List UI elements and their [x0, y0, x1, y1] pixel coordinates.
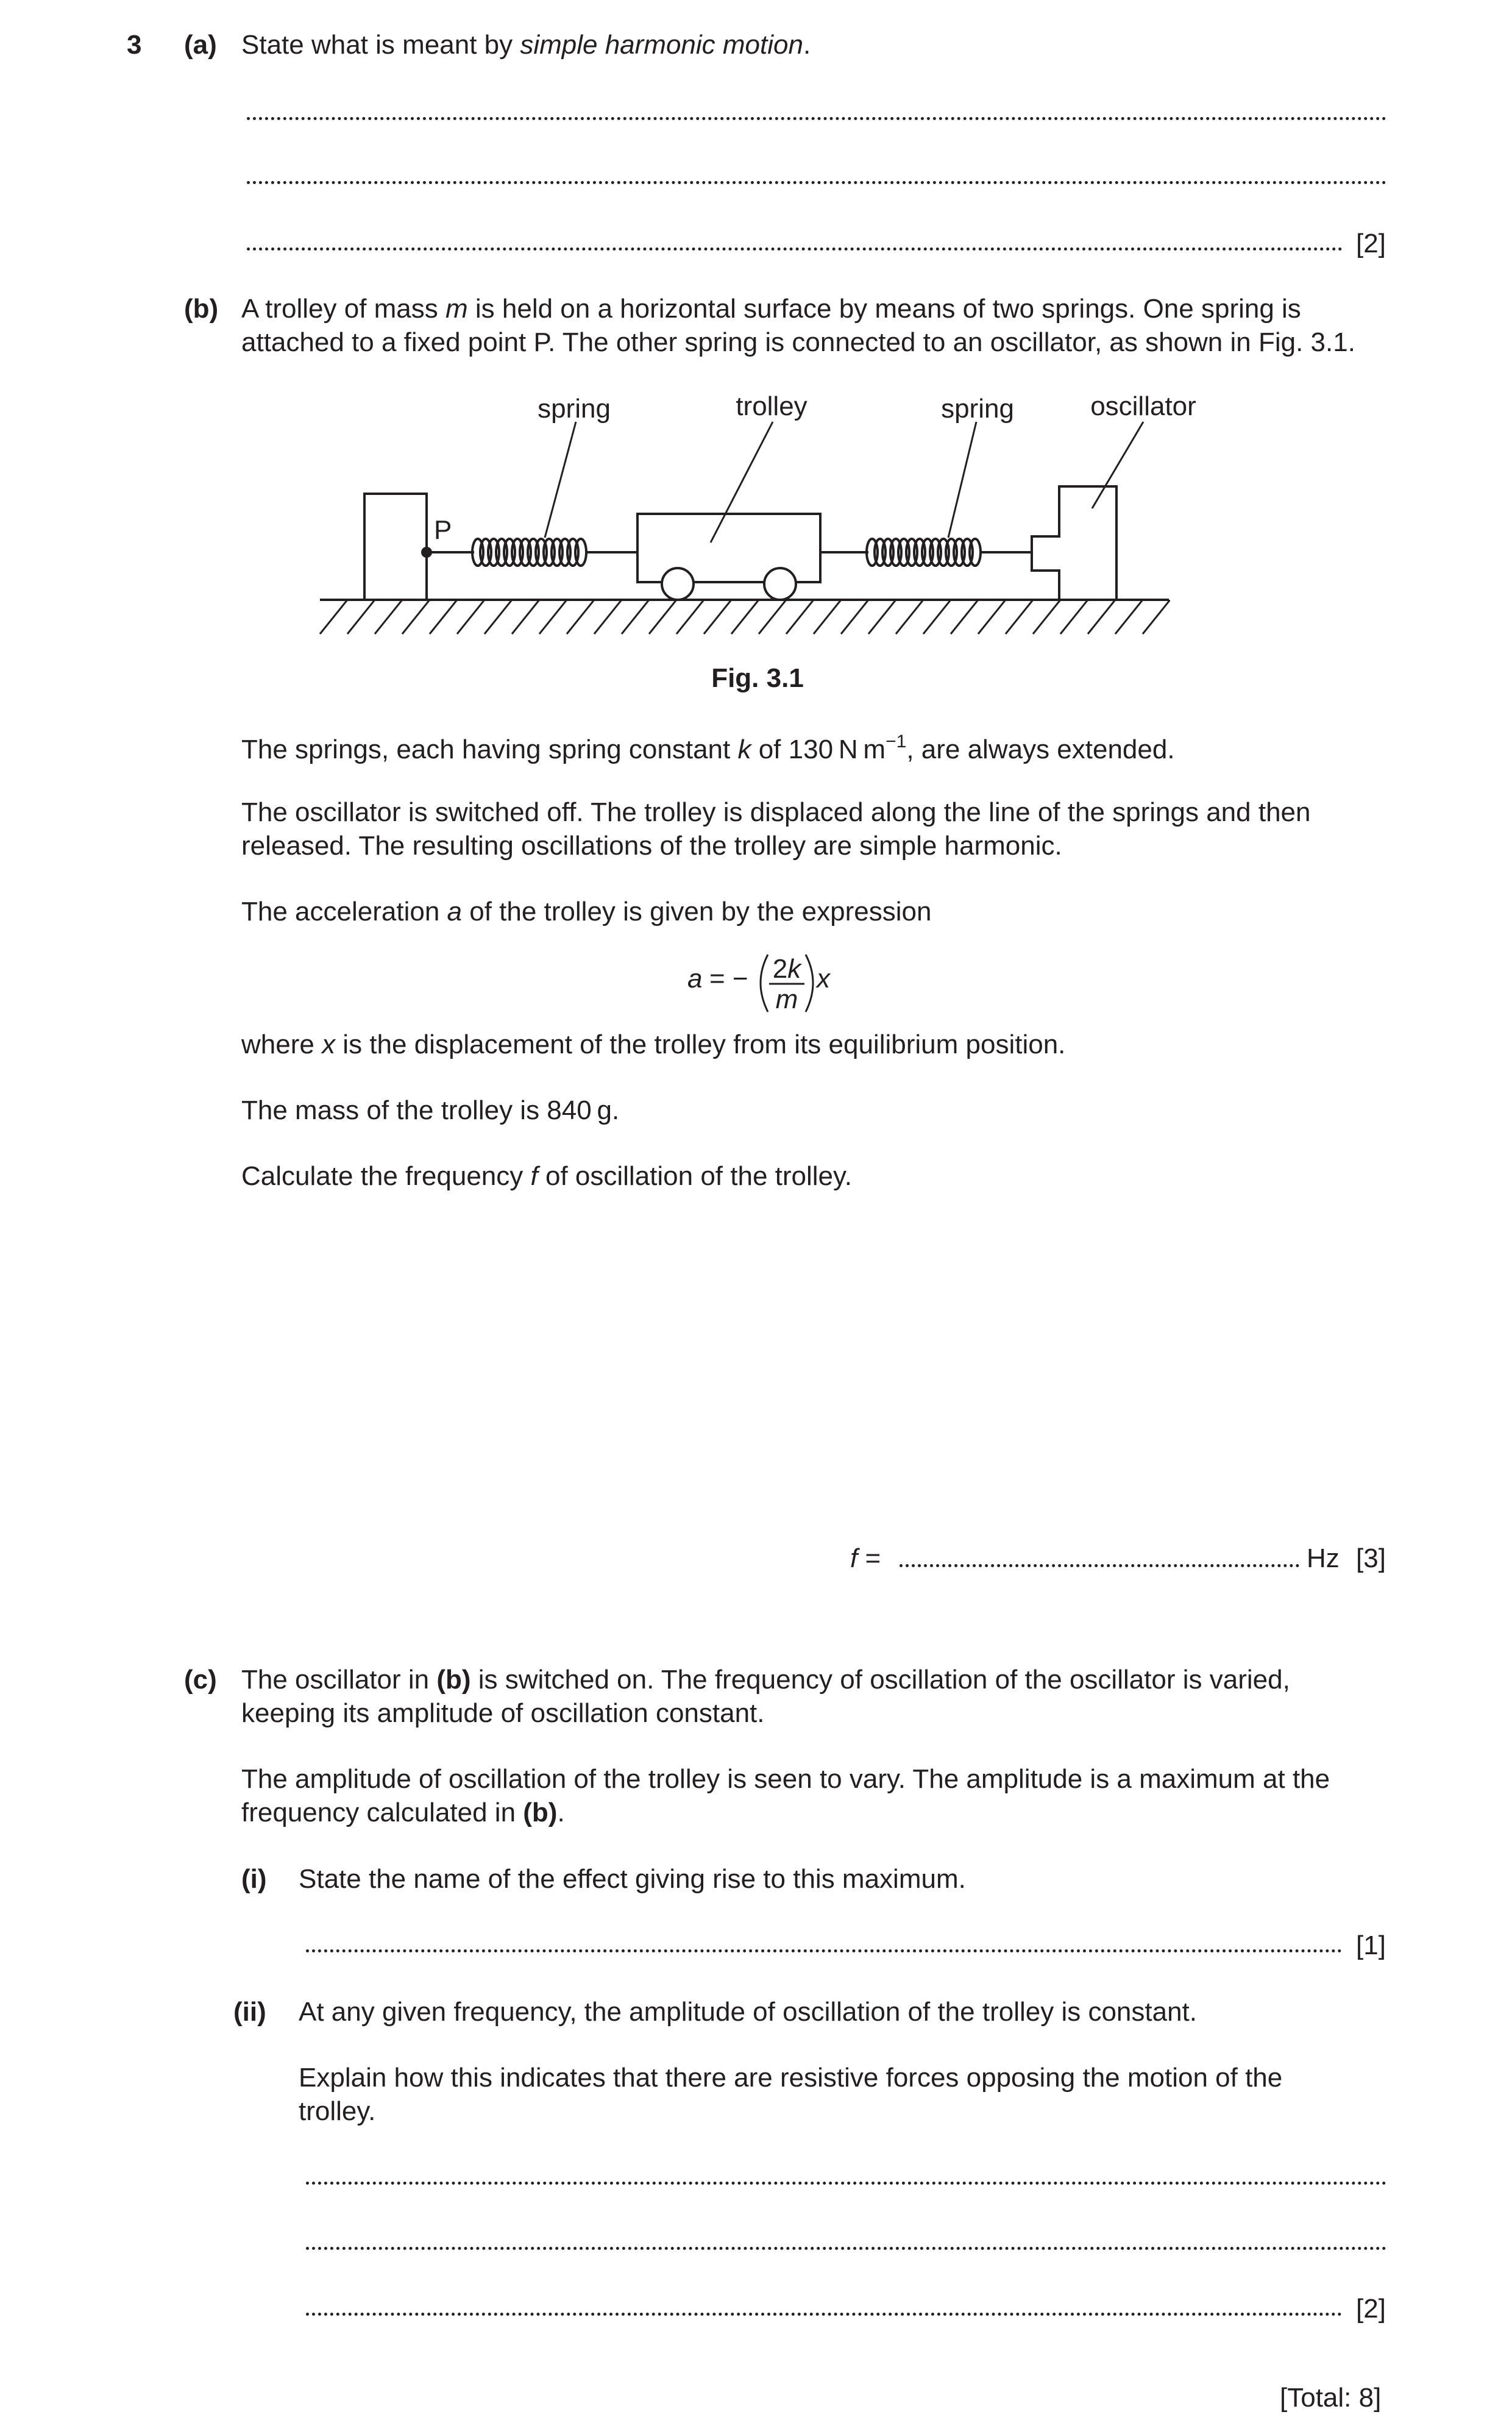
oscillator-body [1032, 486, 1116, 600]
answer-f-unit: Hz [1307, 1543, 1340, 1573]
answer-line-c-ii-2[interactable] [306, 2247, 1386, 2250]
part-c-i-prompt: State the name of the effect giving rise to this maximum. [299, 1864, 966, 1894]
left-spring-coils [472, 539, 586, 566]
total-marks: [Total: 8] [1280, 2383, 1382, 2413]
part-c-para2-line1: The amplitude of oscillation of the trolley is seen to vary. The amplitude is a maximum at the [241, 1764, 1330, 1794]
fixed-block [364, 494, 427, 600]
calculate-text: Calculate the frequency f of oscillation of the trolley. [241, 1161, 852, 1191]
ground-hatching [320, 600, 1170, 634]
trolley-body [637, 514, 820, 582]
eq-paren-right [806, 955, 813, 1012]
part-c-ii-explain-line2: trolley. [299, 2096, 376, 2126]
part-b-intro-line1: A trolley of mass m is held on a horizontal surface by means of two springs. One spring is [241, 294, 1301, 324]
leader-spring-left [545, 422, 576, 538]
label-p: P [434, 515, 452, 545]
eq-paren-left [761, 955, 768, 1012]
part-a-label: (a) [184, 30, 217, 60]
oscillator-off-line2: released. The resulting oscillations of the trolley are simple harmonic. [241, 831, 1062, 861]
marks-b: [3] [1356, 1543, 1386, 1573]
label-trolley: trolley [736, 391, 807, 421]
acceleration-equation [670, 939, 853, 1030]
oscillator-off-line1: The oscillator is switched off. The trolley is displaced along the line of the springs and then [241, 797, 1311, 827]
part-c-i-label: (i) [241, 1864, 267, 1894]
eq-equals: = − [709, 964, 748, 994]
label-spring-left: spring [538, 394, 611, 424]
part-a-prompt: State what is meant by simple harmonic motion. [241, 30, 811, 60]
part-c-ii-explain-line1: Explain how this indicates that there are resistive forces opposing the motion of the [299, 2063, 1283, 2093]
part-c-para2-line2: frequency calculated in (b). [241, 1798, 565, 1827]
question-number: 3 [127, 30, 142, 60]
part-c-para1-line2: keeping its amplitude of oscillation constant. [241, 1698, 765, 1728]
displacement-text: where x is the displacement of the trolley from its equilibrium position. [241, 1030, 1066, 1059]
eq-a: a [687, 964, 703, 994]
mass-text: The mass of the trolley is 840 g. [241, 1095, 620, 1125]
leader-spring-right [948, 422, 976, 538]
part-b-intro-line2: attached to a fixed point P. The other spring is connected to an oscillator, as shown in Fig. 3.1. [241, 327, 1355, 357]
eq-x: x [817, 964, 830, 994]
marks-a: [2] [1356, 229, 1386, 258]
eq-numerator: 2k [772, 954, 801, 984]
acceleration-text: The acceleration a of the trolley is given by the expression [241, 897, 932, 927]
answer-line-c-ii-3[interactable] [306, 2313, 1342, 2316]
right-spring-coils [867, 539, 981, 566]
marks-c-i: [1] [1356, 1930, 1386, 1960]
part-c-ii-prompt: At any given frequency, the amplitude of oscillation of the trolley is constant. [299, 1997, 1197, 2027]
leader-trolley [711, 422, 773, 543]
answer-line-f[interactable] [900, 1564, 1299, 1567]
part-c-label: (c) [184, 1665, 217, 1695]
point-p-dot [421, 547, 432, 558]
answer-line-c-ii-1[interactable] [306, 2182, 1386, 2185]
part-c-ii-label: (ii) [233, 1997, 266, 2027]
spring-constant-text: The springs, each having spring constant k of 130 N $m^{-1}$, are always extended. [241, 731, 1175, 764]
marks-c-ii: [2] [1356, 2294, 1386, 2324]
answer-f-label: f = [850, 1543, 881, 1573]
trolley-wheel-left [662, 568, 694, 600]
answer-line-c-i[interactable] [306, 1949, 1342, 1952]
part-c-para1-line1: The oscillator in (b) is switched on. The frequency of oscillation of the oscillator is varied, [241, 1665, 1290, 1695]
label-spring-right: spring [941, 394, 1014, 424]
figure-caption: Fig. 3.1 [711, 663, 804, 693]
part-b-label: (b) [184, 294, 219, 324]
eq-denominator: m [775, 984, 798, 1014]
label-oscillator: oscillator [1090, 391, 1196, 421]
trolley-wheel-right [764, 568, 796, 600]
figure-3-1 [0, 0, 1512, 693]
